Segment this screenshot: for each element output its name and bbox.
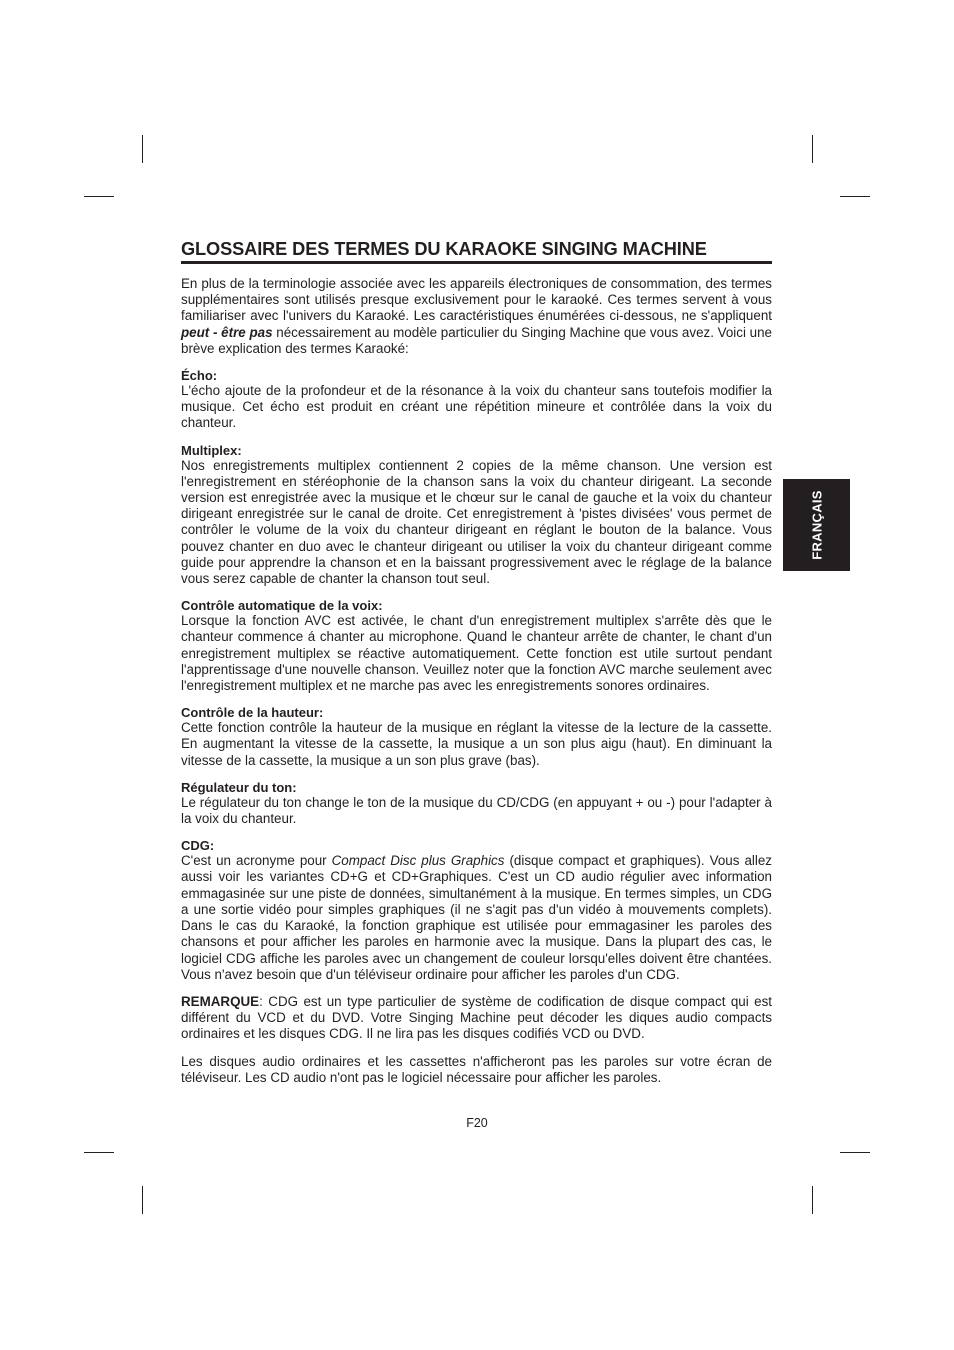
cdg-text-end: (disque compact et graphiques). Vous allez aussi voir les variantes CD+G et CD+Graphiques. C'est un CD audio régulier avec information emmagasinée sur une piste de données, simultanément à la musique. En termes simples, un CDG a une sortie vidéo pour simples graphiques (il ne s'agit pas d'un vidéo à mouvements complets). Dans le cas du Karaoké, la fonction graphique est utilisée pour emmagasiner les paroles des chansons et pour afficher les paroles en harmonie avec la musique. Dans la plupart des cas, le logiciel CDG affiche les paroles avec un changement de couleur lorsqu'elles doivent être chantées. Vous n'avez besoin que d'un téléviseur ordinaire pour afficher les paroles d'un CDG. (181, 853, 772, 982)
section-heading-key: Régulateur du ton: (181, 779, 297, 795)
crop-mark-bottom-right-vertical (812, 1186, 813, 1214)
note-text: : CDG est un type particulier de système de codification de disque compact qui est différent du VCD et du DVD. Votre Singing Machine peut décoder les diques audio compacts ordinaires et les disques CDG. Il ne lira pas les disques codifiés VCD ou DVD. (181, 993, 772, 1042)
crop-mark-bottom-left-horizontal (84, 1152, 114, 1153)
section-avc (181, 598, 772, 694)
crop-mark-top-left-vertical (142, 135, 143, 163)
section-echo (181, 368, 772, 432)
section-heading-cdg: CDG: (181, 838, 215, 854)
section-body-key: Le régulateur du ton change le ton de la musique du CD/CDG (en appuyant + ou -) pour l'adapter à la voix du chanteur. (181, 794, 772, 827)
section-heading-echo: Écho: (181, 368, 218, 384)
page-content (181, 238, 772, 1086)
language-tab (783, 479, 850, 571)
language-tab-label: FRANÇAIS (809, 490, 824, 560)
section-body-cdg (181, 853, 772, 983)
note-label: REMARQUE (181, 993, 260, 1009)
section-key (181, 780, 772, 827)
section-body-pitch: Cette fonction contrôle la hauteur de la musique en réglant la vitesse de la lecture de la cassette. En augmentant la vitesse de la cassette, la musique a un son plus aigu (haut). En diminuant la vitesse de la cassette, la musique a un son plus grave (bas). (181, 720, 772, 768)
section-cdg (181, 838, 772, 983)
section-body-multiplex: Nos enregistrements multiplex contiennent 2 copies de la même chanson. Une version est l'enregistrement en stéréophonie de la chanson sans la voix du chanteur dirigeant. La seconde version est enregistrée avec la musique et le chœur sur le canal de gauche et la voix du chanteur dirigeant enregistrée sur le canal de droite. Cet enregistrement à 'pistes divisées' vous permet de contrôler le volume de la voix du chanteur dirigeant en réglant le bouton de la balance. Vous pouvez chanter en duo avec le chanteur dirigeant ou utiliser la voix du chanteur dirigeant comme guide pour apprendre la chanson et en la baissant progressivement avec le réglage de la balance vous serez capable de chanter la chanson tout seul. (181, 457, 772, 587)
cdg-emphasis: Compact Disc plus Graphics (331, 853, 505, 869)
section-body-echo: L'écho ajoute de la profondeur et de la résonance à la voix du chanteur sans toutefois modifier la musique. Cet écho est produit en créant une répétition mineure et contrôlée dans la voix du chanteur. (181, 383, 772, 431)
section-heading-avc: Contrôle automatique de la voix: (181, 598, 383, 614)
crop-mark-bottom-left-vertical (142, 1186, 143, 1214)
crop-mark-bottom-right-horizontal (840, 1152, 870, 1153)
intro-emphasis: peut - être pas (181, 324, 273, 340)
closing-paragraph: Les disques audio ordinaires et les cassettes n'afficheront pas les paroles sur votre écran de téléviseur. Les CD audio n'ont pas le logiciel nécessaire pour afficher les paroles. (181, 1053, 772, 1085)
intro-paragraph (181, 276, 772, 357)
intro-text-end: nécessairement au modèle particulier du Singing Machine que vous avez. Voici une brève explication des termes Karaoké: (181, 324, 772, 356)
section-pitch (181, 705, 772, 769)
note-paragraph (181, 994, 772, 1043)
cdg-text-start: C'est un acronyme pour (181, 853, 332, 869)
section-multiplex (181, 443, 772, 588)
page-number: F20 (466, 1116, 488, 1130)
section-heading-multiplex: Multiplex: (181, 442, 242, 458)
crop-mark-top-left-horizontal (84, 196, 114, 197)
crop-mark-top-right-horizontal (840, 196, 870, 197)
title-underline (181, 261, 772, 264)
page-title: GLOSSAIRE DES TERMES DU KARAOKE SINGING MACHINE (181, 239, 707, 259)
section-body-avc: Lorsque la fonction AVC est activée, le chant d'un enregistrement multiplex s'arrête dès que le chanteur commence á chanter au microphone. Quand le chanteur arrête de chanter, le chant d'un enregistrement multiplex se réactive automatiquement. Cette fonction est utile surtout pendant l'apprentissage d'une nouvelle chanson. Veuillez noter que la fonction AVC marche seulement avec l'enregistrement multiplex et ne marche pas avec les enregistrements sonores ordinaires. (181, 613, 772, 694)
intro-text-start: En plus de la terminologie associée avec les appareils électroniques de consommation, des termes supplémentaires sont utilisés presque exclusivement pour le karaoké. Ces termes servent à vous familiariser avec l'univers du Karaoké. Les caractéristiques énumérées ci-dessous, ne s'appliquent (181, 276, 772, 324)
crop-mark-top-right-vertical (812, 135, 813, 163)
section-heading-pitch: Contrôle de la hauteur: (181, 705, 324, 721)
